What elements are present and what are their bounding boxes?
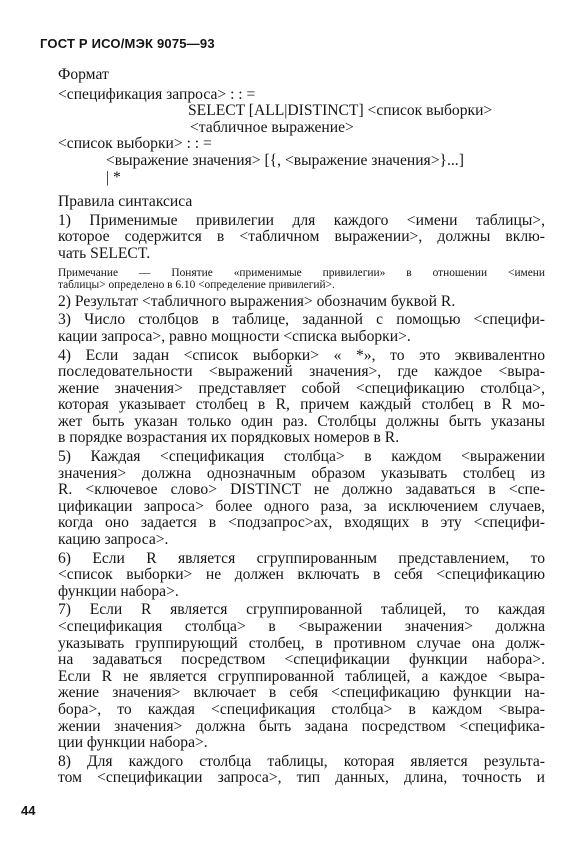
- text-line: жении значения> должна быть задана посредством <специфика-: [58, 717, 545, 735]
- section-title: Правила синтаксиса: [58, 193, 193, 211]
- text-line: значения> должна однозначным образом указывать столбец из: [58, 464, 545, 482]
- text-line: ции функции набора>.: [58, 734, 208, 752]
- text-line: цификации запроса> более одного раза, за исключением случаев,: [58, 497, 545, 515]
- text-line: в порядке возрастания их порядковых номеров в R.: [58, 429, 400, 447]
- text-line: чать SELECT.: [58, 244, 151, 262]
- rule-paragraph-5: [58, 449, 545, 549]
- text-line: бора>, то каждая <спецификация столбца> в каждом <выра-: [58, 700, 545, 718]
- text-line: функции набора>.: [58, 582, 179, 600]
- syntax-line: <список выборки> : : =: [58, 135, 212, 153]
- text-line: 4) Если задан <список выборки> « *», то это эквивалентно: [58, 346, 545, 364]
- syntax-line: <выражение значения> [{, <выражение значения>}...]: [106, 151, 464, 169]
- rule-paragraph-8: [58, 754, 545, 787]
- note-line: таблицы> определено в 6.10 <определение привилегий>.: [58, 279, 335, 292]
- text-line: кацию запроса>.: [58, 531, 169, 549]
- syntax-line: <спецификация запроса> : : =: [58, 85, 256, 103]
- rule-paragraph-6: [58, 551, 545, 601]
- text-line: 7) Если R является сгруппированной таблицей, то каждая: [58, 601, 545, 619]
- text-line: 8) Для каждого столбца таблицы, которая является результа-: [58, 752, 545, 770]
- text-line: когда оно задается в <подзапрос>ах, входящих в эту <специфи-: [58, 514, 545, 532]
- text-line: Если R не является сгруппированной таблицей, а каждое <выра-: [58, 667, 545, 685]
- note-line: Примечание — Понятие «применимые привилегии» в отношении <имени: [58, 266, 545, 279]
- rule-paragraph-3: [58, 312, 545, 345]
- body-text: [58, 63, 545, 787]
- text-line: на задаваться посредством <спецификации функции набора>.: [58, 651, 545, 669]
- text-line: 3) Число столбцов в таблице, заданной с помощью <специфи-: [58, 311, 545, 329]
- syntax-line: SELECT [ALL|DISTINCT] <список выборки>: [188, 102, 493, 120]
- rule-paragraph-1: [58, 213, 545, 263]
- text-line: 5) Каждая <спецификация столбца> в каждом <выражении: [58, 448, 545, 466]
- note-paragraph: [58, 267, 545, 292]
- text-line: жет быть указан только один раз. Столбцы должны быть указаны: [58, 412, 545, 430]
- text-line: которое содержится в <табличном выражении>, должны вклю-: [58, 228, 545, 246]
- format-label: Формат: [58, 66, 109, 83]
- text-line: 2) Результат <табличного выражения> обозначим буквой R.: [58, 292, 456, 310]
- text-line: которая указывает столбец в R, причем каждый столбец в R мо-: [58, 396, 545, 414]
- page-number: 44: [21, 803, 36, 818]
- text-line: жение значения> включает в себя <спецификацию функции на-: [58, 684, 545, 702]
- text-line: 6) Если R является сгруппированным представлением, то: [58, 549, 545, 567]
- running-header: ГОСТ Р ИСО/МЭК 9075—93: [40, 36, 215, 51]
- text-line: R. <ключевое слово> DISTINCT не должно задаваться в <спе-: [58, 481, 545, 499]
- text-line: кации запроса>, равно мощности <списка выборки>.: [58, 327, 411, 345]
- text-line: 1) Применимые привилегии для каждого <имени таблицы>,: [58, 211, 545, 229]
- syntax-line: | *: [106, 168, 121, 186]
- syntax-line: <табличное выражение>: [190, 118, 354, 136]
- rule-paragraph-4: [58, 348, 545, 448]
- text-line: жение значения> представляет собой <спецификацию столбца>,: [58, 379, 545, 397]
- text-line: том <спецификации запроса>, тип данных, длина, точность и: [58, 769, 545, 787]
- text-line: указывать группирующий столбец, в противном случае она долж-: [58, 634, 545, 652]
- rule-paragraph-2: [58, 294, 545, 311]
- rule-paragraph-7: [58, 602, 545, 751]
- text-line: <спецификация столбца> в <выражении значения> должна: [58, 618, 545, 635]
- text-line: <список выборки> не должен включать в себя <спецификацию: [58, 566, 545, 584]
- text-line: последовательности <выражений значения>, где каждое <выра-: [58, 363, 545, 381]
